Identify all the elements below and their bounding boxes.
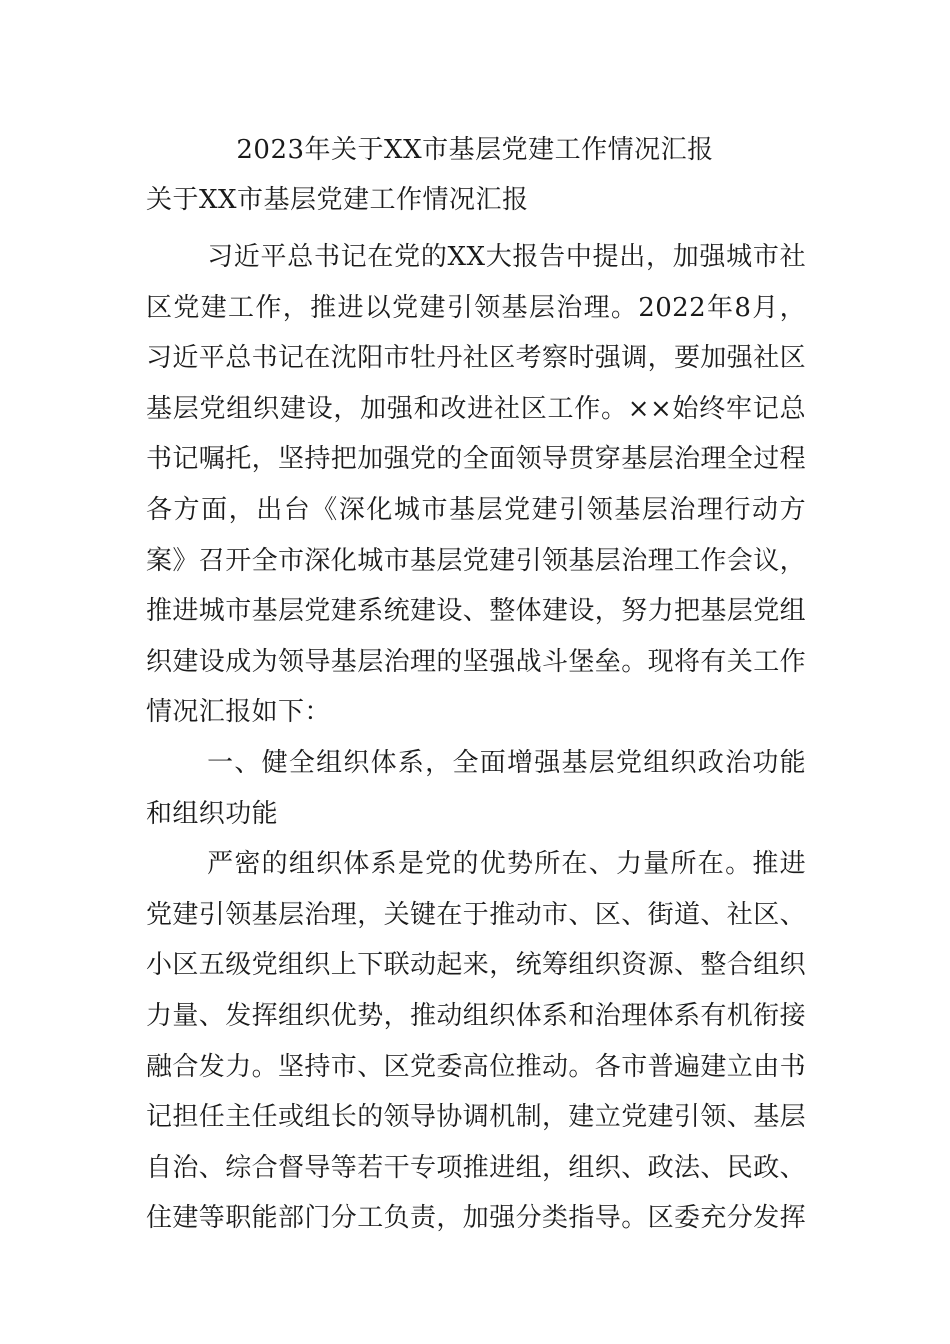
section-heading: 一、健全组织体系，全面增强基层党组织政治功能和组织功能 <box>146 747 806 829</box>
document-title: 2023年关于XX市基层党建工作情况汇报 <box>236 135 714 165</box>
section-paragraph: 严密的组织体系是党的优势所在、力量所在。推进党建引领基层治理，关键在于推动市、区、街道、社区、小区五级党组织上下联动起来，统筹组织资源、整合组织力量、发挥组织优势，推动组织体系和治理体系有机衔接融合发力。坚持市、区党委高位推动。各市普遍建立由书记担任主任或组长的领导协调机制，建立党建引领、基层自治、综合督导等若干专项推进组，组织、政法、民政、住建等职能部门分工负责，加强分类指导。区委充分发挥 <box>146 849 807 1234</box>
document-subtitle: 关于XX市基层党建工作情况汇报 <box>146 185 529 215</box>
intro-paragraph: 习近平总书记在党的XX大报告中提出，加强城市社区党建工作，推进以党建引领基层治理。2022年8月，习近平总书记在沈阳市牡丹社区考察时强调，要加强社区基层党组织建设，加强和改进社区工作。××始终牢记总书记嘱托，坚持把加强党的全面领导贯穿基层治理全过程各方面，出台《深化城市基层党建引领基层治理行动方案》召开全市深化城市基层党建引领基层治理工作会议，推进城市基层党建系统建设、整体建设，努力把基层党组织建设成为领导基层治理的坚强战斗堡垒。现将有关工作情况汇报如下： <box>146 242 807 728</box>
document-body <box>146 232 806 1244</box>
